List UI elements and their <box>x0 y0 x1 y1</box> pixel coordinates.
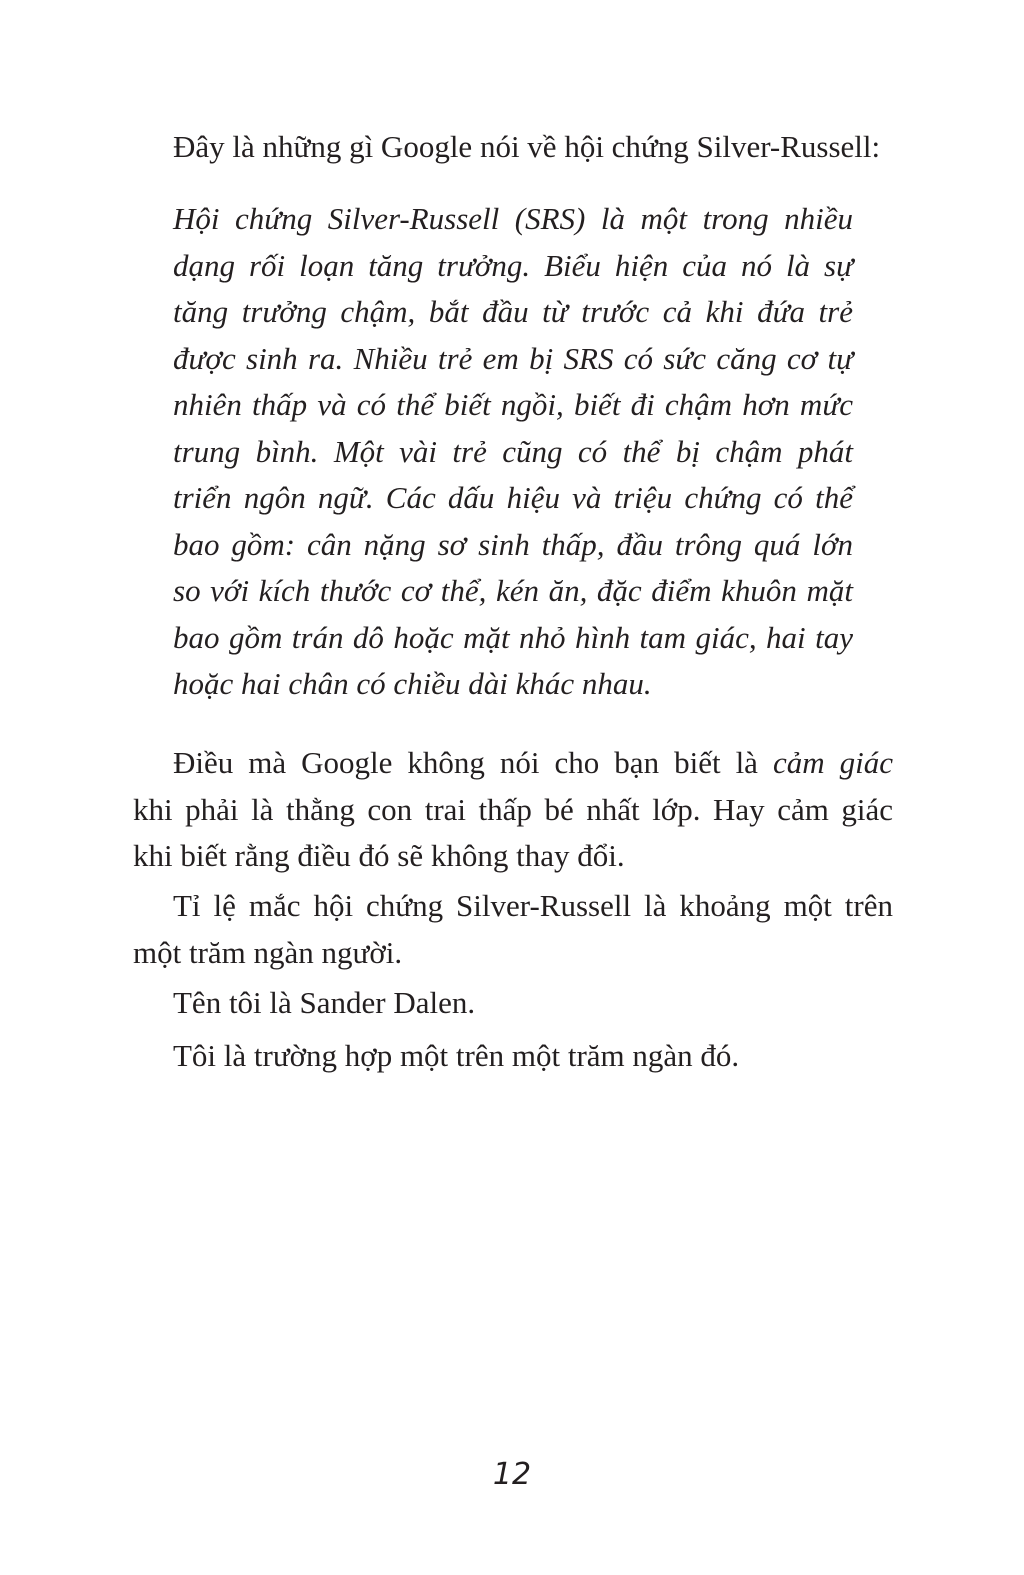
page-number: 12 <box>492 1457 532 1492</box>
paragraph-line: Tôi là trường hợp một trên một trăm ngàn đó. <box>173 1038 740 1073</box>
paragraph-line: khi phải là thằng con trai thấp bé nhất lớp. Hay cảm giác <box>133 791 893 827</box>
quote-line: triển ngôn ngữ. Các dấu hiệu và triệu chứng có thể <box>173 480 853 515</box>
quote-line: được sinh ra. Nhiều trẻ em bị SRS có sức căng cơ tự <box>173 340 853 376</box>
quote-line: tăng trưởng chậm, bắt đầu từ trước cả khi đứa trẻ <box>173 294 853 329</box>
quote-line: hoặc hai chân có chiều dài khác nhau. <box>173 666 652 701</box>
paragraph-line: Tỉ lệ mắc hội chứng Silver-Russell là khoảng một trên <box>173 888 893 923</box>
paragraph-name <box>133 980 893 1027</box>
paragraph-text: Điều mà Google không nói cho bạn biết là <box>173 745 773 780</box>
paragraph-line: Tên tôi là Sander Dalen. <box>173 985 476 1020</box>
intro-paragraph: Đây là những gì Google nói về hội chứng Silver-Russell: <box>173 129 881 164</box>
quote-line: dạng rối loạn tăng trưởng. Biểu hiện của nó là sự <box>173 247 853 283</box>
quote-line: bao gồm: cân nặng sơ sinh thấp, đầu trông quá lớn <box>173 526 853 562</box>
paragraph-line <box>133 740 893 787</box>
paragraph-one-in-hundred-thousand <box>133 1033 893 1080</box>
emphasis-text: cảm giác <box>772 745 893 780</box>
quote-line: trung bình. Một vài trẻ cũng có thể bị chậm phát <box>173 433 853 469</box>
quote-line: Hội chứng Silver-Russell (SRS) là một trong nhiều <box>173 201 853 236</box>
paragraph-incidence <box>133 883 893 976</box>
paragraph-line: khi biết rằng điều đó sẽ không thay đổi. <box>133 838 625 873</box>
paragraph-google-feeling <box>133 740 893 880</box>
quote-line: so với kích thước cơ thể, kén ăn, đặc điểm khuôn mặt <box>173 573 853 608</box>
paragraph-line: một trăm ngàn người. <box>133 934 403 970</box>
quote-line: nhiên thấp và có thể biết ngồi, biết đi chậm hơn mức <box>173 387 853 422</box>
quote-block <box>173 196 853 708</box>
quote-line: bao gồm trán dô hoặc mặt nhỏ hình tam giác, hai tay <box>173 619 853 655</box>
